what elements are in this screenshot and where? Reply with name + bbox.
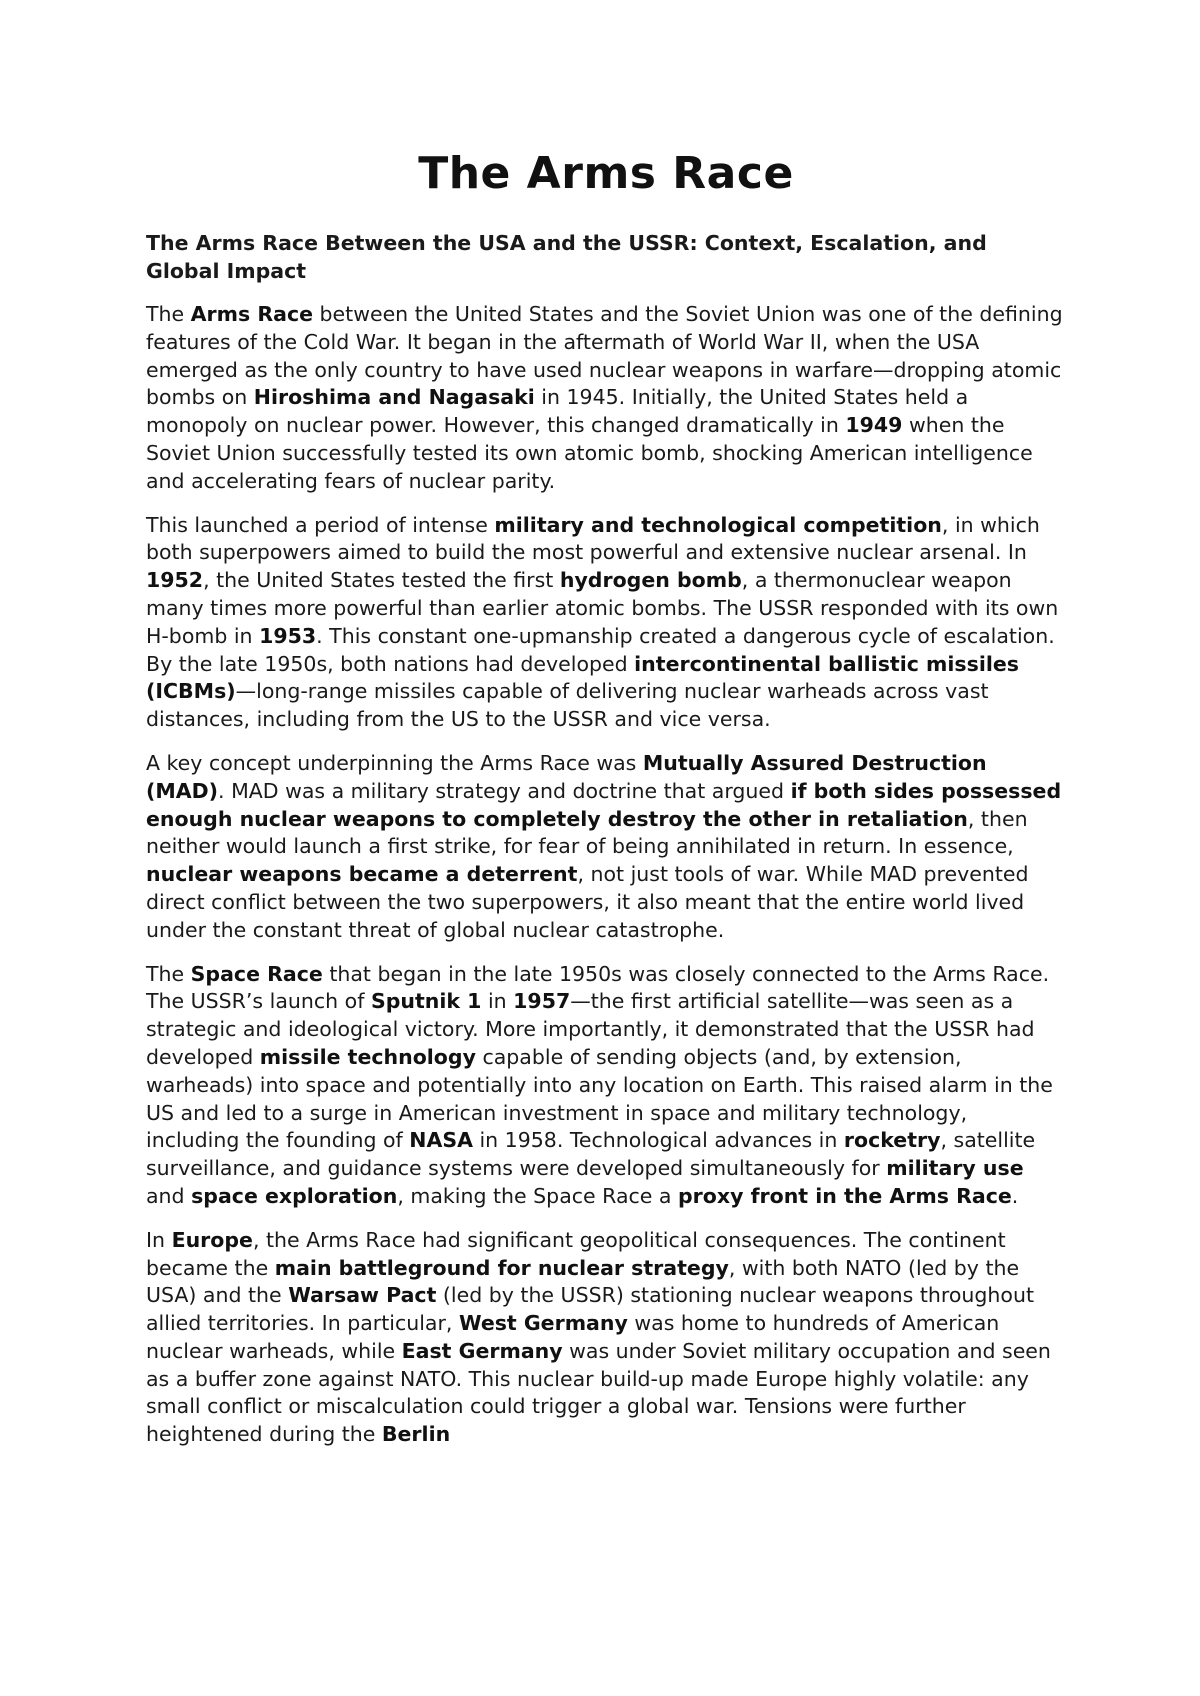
bold-text-run: 1949 [845,413,903,438]
text-run: —long-range missiles capable of delivering nuclear warheads across vast distances, including from the US to the USSR and vice versa. [146,679,989,732]
bold-text-run: main battleground for nuclear strategy [274,1255,729,1280]
text-run: . MAD was a military strategy and doctrine that argued [218,778,791,803]
text-run: in 1958. Technological advances in [472,1128,844,1153]
bold-text-run: if both sides possessed enough nuclear weapons to completely destroy the other in retaliation [146,778,1062,831]
bold-text-run: NASA [409,1128,473,1153]
document-page [146,140,1066,1465]
text-run: between the United States and the Soviet Union was one of the defining features of the Cold War. It began in the aftermath of World War II, when the USA emerged as the only country to have used nuclear weapons in warfare—dropping atomic bombs on [146,302,1063,410]
body-paragraph [146,1227,1066,1449]
text-run: , the Arms Race had significant geopolitical consequences. The continent became the [146,1227,1006,1280]
text-run: In [146,1227,172,1252]
bold-text-run: Warsaw Pact [288,1283,437,1308]
text-run: , the United States tested the first [203,568,560,593]
text-run: , then neither would launch a first strike, for fear of being annihilated in return. In essence, [146,806,1028,859]
text-run: , in which both superpowers aimed to build the most powerful and extensive nuclear arsenal. In [146,512,1040,565]
bold-text-run: space exploration [191,1183,398,1208]
text-run: was under Soviet military occupation and seen as a buffer zone against NATO. This nuclear build-up made Europe highly volatile: any small conflict or miscalculation could trigger a global war. Tensions were further heightened during the [146,1338,1051,1447]
bold-text-run: Mutually Assured Destruction (MAD) [146,750,987,803]
body-paragraph [146,301,1066,496]
bold-text-run: missile technology [259,1044,476,1069]
text-run: when the Soviet Union successfully tested its own atomic bomb, shocking American intelligence and accelerating fears of nuclear parity. [146,413,1033,493]
text-run: A key concept underpinning the Arms Race was [146,750,643,775]
text-run: , satellite surveillance, and guidance systems were developed simultaneously for [146,1128,1036,1181]
bold-text-run: intercontinental ballistic missiles (ICBMs) [146,651,1019,704]
text-run: . [1011,1183,1019,1208]
bold-text-run: 1957 [513,989,571,1014]
bold-text-run: proxy front in the Arms Race [678,1183,1012,1208]
text-run: This launched a period of intense [146,512,495,537]
bold-text-run: rocketry [843,1128,941,1153]
bold-text-run: Sputnik 1 [370,989,482,1014]
text-run: that began in the late 1950s was closely connected to the Arms Race. The USSR’s launch of [146,961,1050,1014]
body-paragraph [146,961,1066,1211]
bold-text-run: Hiroshima and Nagasaki [253,385,535,410]
bold-text-run: Arms Race [190,302,314,326]
bold-text-run: 1953 [259,623,317,648]
bold-text-run: military use [886,1156,1024,1181]
text-run: , not just tools of war. While MAD prevented direct conflict between the two superpowers, it also meant that the entire world lived under the constant threat of global nuclear catastrophe. [146,862,1029,942]
text-run: The [146,961,191,986]
bold-text-run: Europe [171,1227,253,1252]
bold-text-run: military and technological competition [494,512,942,537]
bold-text-run: nuclear weapons became a deterrent [146,862,578,887]
text-run: was home to hundreds of American nuclear warheads, while [146,1311,1000,1363]
text-run: (led by the USSR) stationing nuclear weapons throughout allied territories. In particular, [146,1283,1034,1336]
text-run: , making the Space Race a [397,1183,678,1208]
text-run: in 1945. Initially, the United States held a monopoly on nuclear power. However, this changed dramatically in [146,385,969,438]
bold-text-run: Berlin [381,1422,451,1447]
bold-text-run: East Germany [401,1338,563,1363]
document-body [146,301,1066,1449]
text-run: . This constant one-upmanship created a dangerous cycle of escalation. By the late 1950s, both nations had developed [146,623,1055,676]
text-run: and [146,1183,192,1208]
text-run: in [481,989,514,1014]
body-paragraph [146,512,1066,734]
bold-text-run: 1952 [146,568,204,593]
text-run: —the first artificial satellite—was seen as a strategic and ideological victory. More importantly, it demonstrated that the USSR had developed [146,989,1035,1069]
bold-text-run: West Germany [458,1311,628,1336]
body-paragraph [146,750,1066,945]
bold-text-run: Space Race [190,961,323,986]
text-run: capable of sending objects (and, by extension, warheads) into space and potentially into any location on Earth. This raised alarm in the US and led to a surge in American investment in space and military technology, including the founding of [146,1044,1053,1153]
text-run: The [146,302,191,326]
text-run: , a thermonuclear weapon many times more powerful than earlier atomic bombs. The USSR responded with its own H-bomb in [146,568,1059,648]
text-run: , with both NATO (led by the USA) and the [146,1255,1020,1308]
document-subtitle: The Arms Race Between the USA and the USSR: Context, Escalation, and Global Impact [146,231,987,283]
bold-text-run: hydrogen bomb [559,568,742,593]
document-title: The Arms Race [418,148,794,199]
